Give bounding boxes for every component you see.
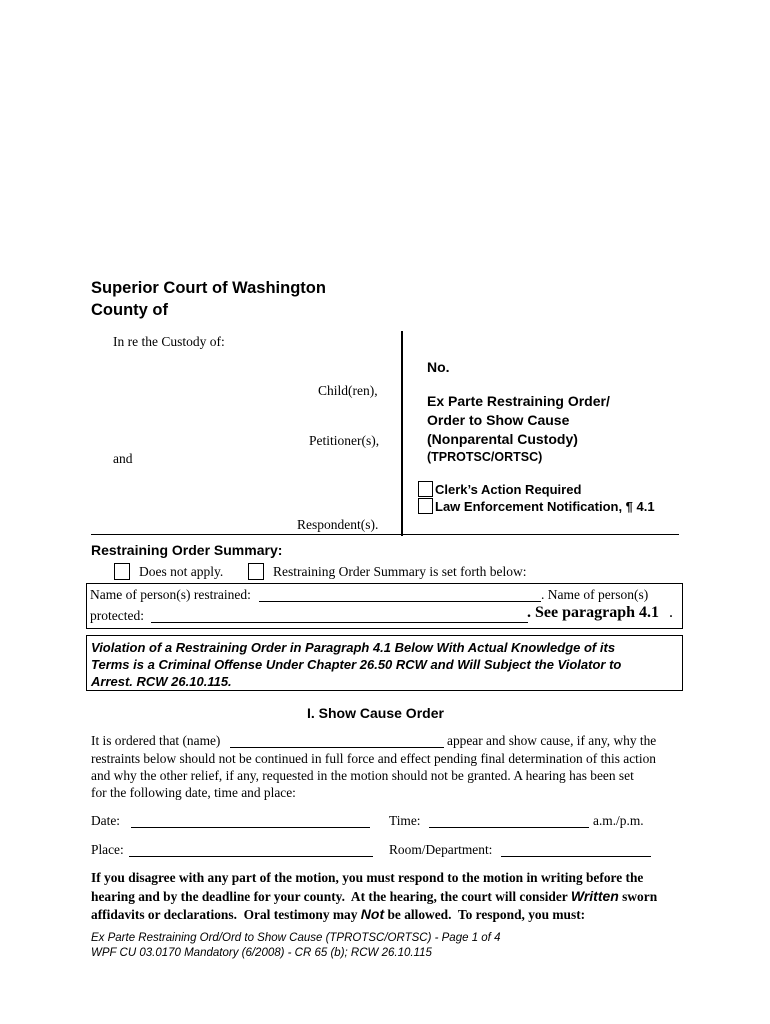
hearing-date-field[interactable] [131,815,370,828]
in-re-label: In re the Custody of: [113,334,225,349]
footer-line-1: Ex Parte Restraining Ord/Ord to Show Cause (TPROTSC/ORTSC) - Page 1 of 4 [91,932,501,944]
response-line-2 [91,887,657,907]
show-cause-line-2: restraints below should not be continued in full force and effect pending final determination of this action [91,751,656,766]
response-line-1: If you disagree with any part of the motion, you must respond to the motion in writing before the [91,870,644,885]
court-name: Superior Court of Washington [91,279,326,297]
children-label: Child(ren), [318,383,378,398]
room-department-field[interactable] [501,844,651,857]
title-line-3: (Nonparental Custody) [427,431,578,447]
see-paragraph-ref: . See paragraph 4.1 [527,604,659,621]
title-line-2: Order to Show Cause [427,412,570,428]
respondents-label: Respondent(s). [297,517,379,532]
set-forth-label: Restraining Order Summary is set forth below: [273,564,527,579]
response-line-3-start: affidavits or declarations. Oral testimony may [91,907,361,922]
response-line-2-end: sworn [618,889,658,904]
room-label: Room/Department: [389,842,493,857]
protected-label: protected: [90,608,144,623]
respondent-name-field[interactable] [230,735,444,748]
caption-bottom-rule [91,534,679,535]
see-paragraph-period: . [669,604,673,621]
hearing-place-field[interactable] [129,844,373,857]
footer-line-2: WPF CU 03.0170 Mandatory (6/2008) - CR 65 (b); RCW 26.10.115 [91,947,432,959]
law-enforcement-label: Law Enforcement Notification, ¶ 4.1 [435,499,655,514]
law-enforcement-checkbox[interactable] [418,498,433,514]
show-cause-intro: It is ordered that (name) [91,733,221,748]
show-cause-heading: I. Show Cause Order [307,705,444,721]
and-label: and [113,451,133,466]
petitioners-label: Petitioner(s), [309,433,380,448]
show-cause-line-3: and why the other relief, if any, requested in the motion should not be granted. A hearing has been set [91,768,634,783]
warning-line-1: Violation of a Restraining Order in Paragraph 4.1 Below With Actual Knowledge of its [91,640,616,655]
written-emphasis: Written [570,888,619,904]
title-line-4: (TPROTSC/ORTSC) [427,450,543,464]
summary-heading: Restraining Order Summary: [91,542,283,558]
hearing-time-field[interactable] [429,815,589,828]
caption-vertical-divider [401,331,403,536]
protected-names-field[interactable] [151,610,528,623]
does-not-apply-label: Does not apply. [139,564,224,579]
case-number-label: No. [427,359,450,375]
set-forth-checkbox[interactable] [248,563,264,580]
county-line: County of [91,301,168,319]
time-label: Time: [389,813,421,828]
clerk-action-label: Clerk’s Action Required [435,482,582,497]
place-label: Place: [91,842,124,857]
date-label: Date: [91,813,120,828]
response-line-3 [91,905,585,925]
ampm-label: a.m./p.m. [593,813,644,828]
title-line-1: Ex Parte Restraining Order/ [427,393,610,409]
clerk-action-checkbox[interactable] [418,481,433,497]
warning-line-3: Arrest. RCW 26.10.115. [91,674,232,689]
restrained-suffix: . Name of person(s) [541,587,649,602]
response-line-2-start: hearing and by the deadline for your county. At the hearing, the court will consider [91,889,571,904]
warning-line-2: Terms is a Criminal Offense Under Chapter 26.50 RCW and Will Subject the Violator to [91,657,622,672]
restrained-label: Name of person(s) restrained: [90,587,251,602]
not-emphasis: Not [360,906,385,922]
does-not-apply-checkbox[interactable] [114,563,130,580]
response-line-3-end: be allowed. To respond, you must: [384,907,586,922]
restrained-names-field[interactable] [259,589,541,602]
show-cause-intro-end: appear and show cause, if any, why the [447,733,657,748]
show-cause-line-4: for the following date, time and place: [91,785,296,800]
